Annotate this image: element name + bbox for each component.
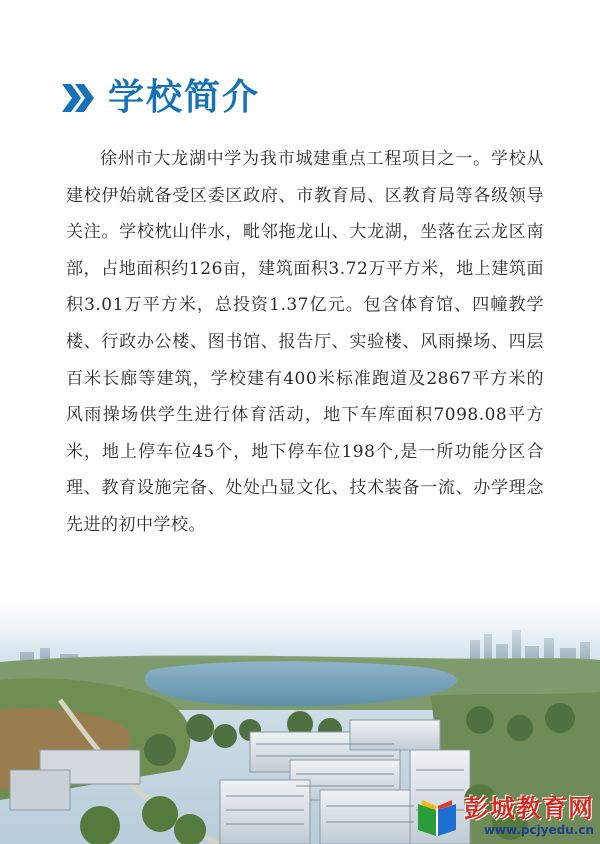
intro-paragraph: 徐州市大龙湖中学为我市城建重点工程项目之一。学校从建校伊始就备受区委区政府、市教育局、区教育局等各级领导关注。学校枕山伴水，毗邻拖龙山、大龙湖，坐落在云龙区南部，占地面积约126亩，建筑面积3.72万平方米，地上建筑面积3.01万平方米，总投资1.37亿元。包含体育馆、四幢教学楼、行政办公楼、图书馆、报告厅、实验楼、风雨操场、四层百米长廊等建筑，学校建有400米标准跑道及2867平方米的风雨操场供学生进行体育活动，地下车库面积7098.08平方米，地上停车位45个，地下停车位198个,是一所功能分区合理、教育设施完备、处处凸显文化、技术装备一流、办学理念先进的初中学校。 — [66, 149, 544, 535]
book-logo-icon — [414, 794, 460, 838]
section-heading — [60, 78, 260, 118]
double-chevron-right-icon — [60, 81, 94, 115]
watermark-url: www.pcjyedu.cn — [483, 823, 594, 837]
watermark-name: 彭城教育网 — [463, 794, 594, 823]
campus-aerial-photo — [0, 600, 600, 844]
site-watermark — [414, 794, 594, 838]
section-title: 学校简介 — [108, 77, 261, 118]
